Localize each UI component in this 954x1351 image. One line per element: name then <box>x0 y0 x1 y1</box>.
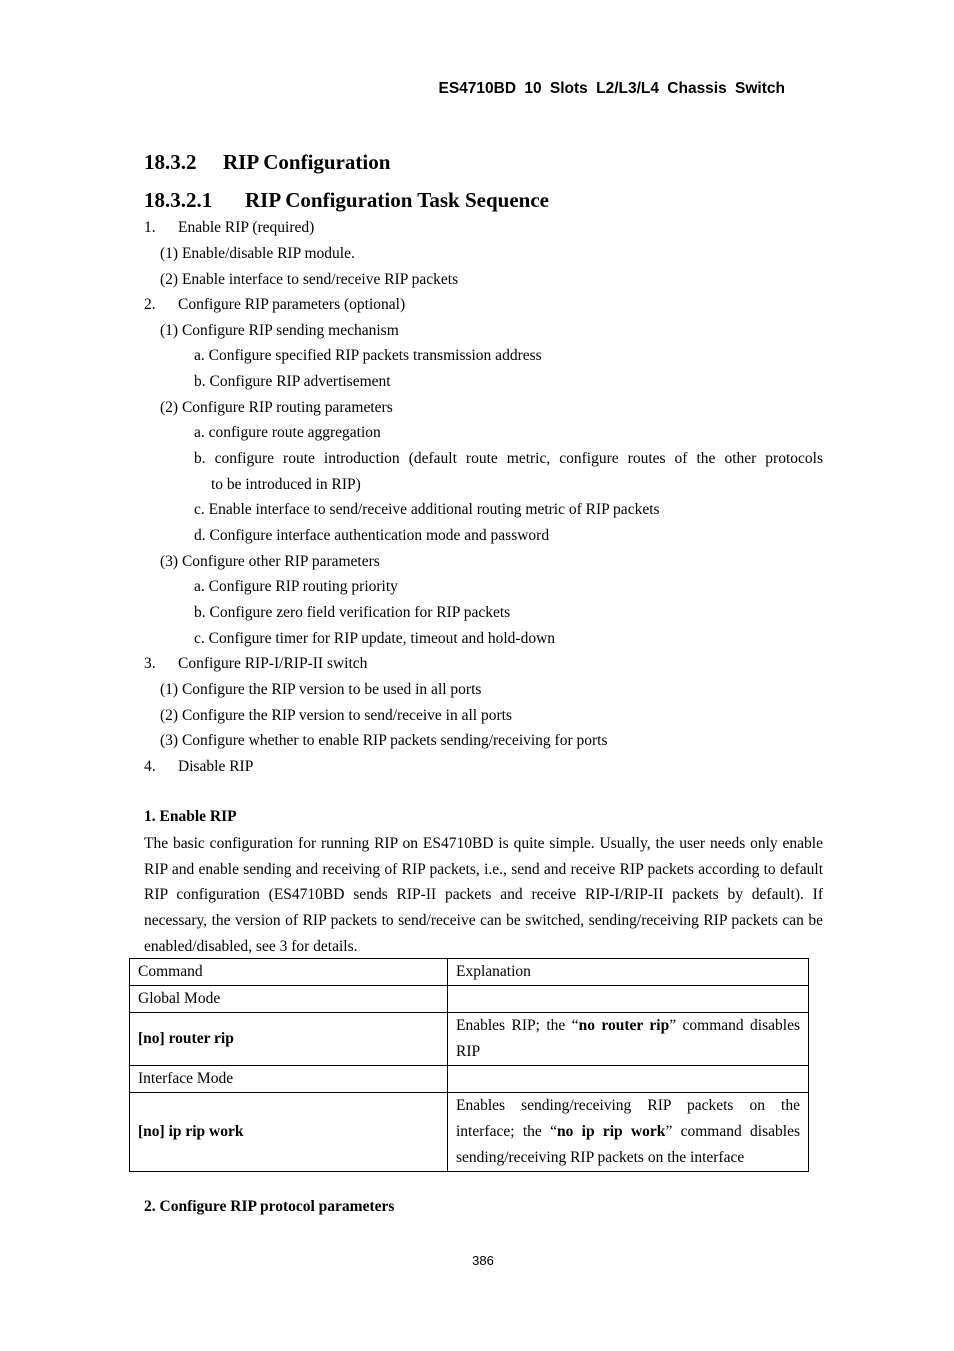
task-subsubitem: a. Configure RIP routing priority <box>194 578 398 595</box>
task-subitem: (1) Enable/disable RIP module. <box>160 245 355 262</box>
task-subsubitem: a. Configure specified RIP packets transmission address <box>194 347 542 364</box>
subsection-title: RIP Configuration Task Sequence <box>245 188 549 212</box>
subsection-heading <box>144 188 549 213</box>
mode-label: Global Mode <box>130 986 448 1013</box>
subsection-number: 18.3.2.1 <box>144 188 213 212</box>
table-header-row <box>130 959 809 986</box>
task-subsubitem: b. Configure zero field verification for RIP packets <box>194 604 511 621</box>
task-subitem: (2) Enable interface to send/receive RIP packets <box>160 271 459 288</box>
task-subitem: (2) Configure RIP routing parameters <box>160 399 393 416</box>
command-table <box>129 958 809 1172</box>
task-subsubitem: c. Enable interface to send/receive additional routing metric of RIP packets <box>194 501 660 518</box>
task-item-2: 2. Configure RIP parameters (optional) <box>144 296 406 313</box>
task-subitem: (3) Configure whether to enable RIP packets sending/receiving for ports <box>160 732 608 749</box>
task-subsubitem: b. Configure RIP advertisement <box>194 373 391 390</box>
enable-rip-paragraph: The basic configuration for running RIP on ES4710BD is quite simple. Usually, the user needs only enable RIP and enable sending and receiving of RIP packets, i.e., send and receive RIP packets according to default RIP configuration (ES4710BD sends RIP-II packets and receive RIP-I/RIP-II packets by default). If necessary, the version of RIP packets to send/receive can be switched, sending/receiving RIP packets can be enabled/disabled, see 3 for details. <box>144 835 823 955</box>
task-subsubitem: c. Configure timer for RIP update, timeout and hold-down <box>194 630 556 647</box>
task-subitem: (2) Configure the RIP version to send/receive in all ports <box>160 707 512 724</box>
table-row <box>130 1066 809 1093</box>
enable-rip-heading: 1. Enable RIP <box>144 808 237 825</box>
task-subitem: (1) Configure the RIP version to be used in all ports <box>160 681 482 698</box>
table-row <box>130 1013 809 1066</box>
task-item-3: 3. Configure RIP-I/RIP-II switch <box>144 655 368 672</box>
table-header-explanation: Explanation <box>448 959 809 986</box>
explanation-cell: Enables RIP; the “no router rip” command disables RIP <box>448 1013 809 1066</box>
table-row <box>130 1093 809 1172</box>
task-subsubitem: a. configure route aggregation <box>194 424 381 441</box>
mode-label: Interface Mode <box>130 1066 448 1093</box>
task-subitem: (3) Configure other RIP parameters <box>160 553 380 570</box>
table-header-command: Command <box>130 959 448 986</box>
task-subitem: (1) Configure RIP sending mechanism <box>160 322 399 339</box>
task-item-4: 4. Disable RIP <box>144 758 254 775</box>
page-number: 386 <box>472 1253 494 1268</box>
configure-rip-heading: 2. Configure RIP protocol parameters <box>144 1198 395 1215</box>
table-row <box>130 986 809 1013</box>
running-header: ES4710BD 10 Slots L2/L3/L4 Chassis Switch <box>438 80 785 97</box>
command-cell: [no] router rip <box>130 1013 448 1066</box>
section-heading <box>144 150 390 175</box>
task-subsubitem: b. configure route introduction (default route metric, configure routes of the other protocols <box>194 450 823 467</box>
section-number: 18.3.2 <box>144 150 197 174</box>
task-subsubitem: d. Configure interface authentication mode and password <box>194 527 550 544</box>
section-title: RIP Configuration <box>223 150 391 174</box>
task-subsubitem-continuation: to be introduced in RIP) <box>211 476 361 493</box>
command-cell: [no] ip rip work <box>130 1093 448 1172</box>
explanation-cell: Enables sending/receiving RIP packets on the interface; the “no ip rip work” command disables sending/receiving RIP packets on the interface <box>448 1093 809 1172</box>
task-item-1: 1. Enable RIP (required) <box>144 219 315 236</box>
